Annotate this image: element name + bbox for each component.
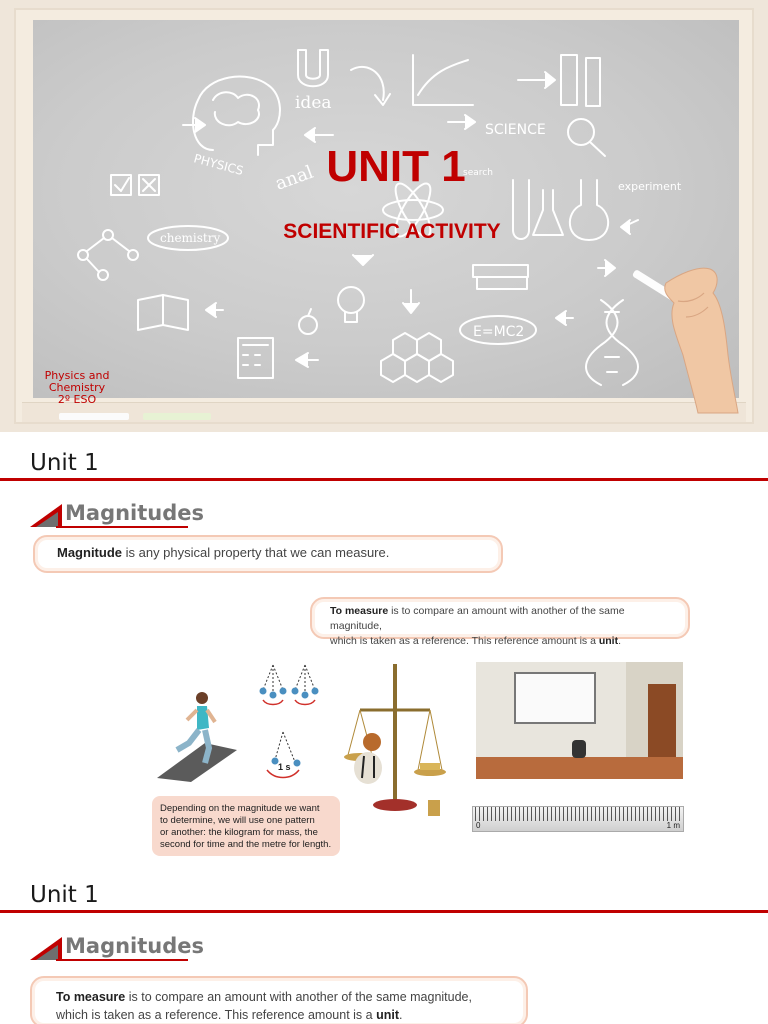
slide2-header [0, 436, 768, 484]
metre-ruler [472, 806, 684, 832]
brain-head-icon [193, 77, 280, 155]
magnifier-icon [568, 119, 605, 156]
ruler-start-label: 0 [476, 821, 481, 830]
magnet-icon [298, 50, 328, 86]
emc2-word: E=MC2 [473, 324, 525, 340]
calculator-icon [238, 338, 273, 378]
science-word: SCIENCE [485, 122, 546, 138]
apple-icon [299, 309, 317, 334]
pendulum-diagram [255, 660, 330, 785]
measure-text-line2: which is taken as a reference. This reference amount is a [330, 635, 599, 647]
experiment-word: experiment [618, 180, 682, 193]
ruler-ticks [475, 807, 681, 821]
measure-definition-box-large [30, 976, 528, 1024]
pendulum-period-label: 1 s [278, 762, 291, 772]
definition-term: Magnitude [57, 545, 122, 560]
hexagon-molecule-icon [381, 333, 453, 382]
slide3-header [0, 868, 768, 916]
measure-text-line2: which is taken as a reference. This reference amount is a [56, 1008, 377, 1022]
lightbulb-icon [338, 287, 364, 322]
balance-scale-illustration [340, 660, 450, 820]
books-icon [473, 265, 528, 289]
magnitude-note-box [152, 796, 340, 856]
header-rule [0, 910, 768, 913]
slide3-unit-label: Unit 1 [30, 882, 99, 908]
unit-term: unit [598, 635, 619, 647]
whiteboard [514, 672, 596, 724]
measure-term: To measure [330, 605, 389, 617]
measure-text-line1: is to compare an amount with another of the same magnitude, [330, 605, 625, 632]
idea-word: idea [295, 93, 332, 113]
measure-period: . [399, 1008, 403, 1022]
course-line-3: 2º ESO [57, 393, 97, 406]
unit-term: unit [376, 1008, 399, 1022]
title-slide [0, 0, 768, 432]
chalk-stick-green [143, 413, 211, 420]
physics-word: PHYSICS [192, 151, 245, 179]
note-line-3: or another: the kilogram for mass, the [160, 827, 318, 838]
note-line-4: second for time and the metre for length. [160, 839, 332, 850]
molecule-icon [78, 230, 138, 280]
measure-period: . [618, 635, 622, 647]
magnitude-definition-box [33, 535, 503, 573]
person-measuring [572, 740, 586, 758]
course-line-1: Physics and [44, 369, 110, 382]
section-title-text: Magnitudes [65, 501, 205, 525]
measure-definition-box [310, 597, 690, 647]
section-underline [56, 959, 188, 961]
section-triangle-icon [28, 502, 64, 528]
running-girl-illustration [155, 688, 245, 783]
room-measuring-illustration [476, 662, 683, 779]
section-underline [56, 526, 188, 528]
definition-text: is any physical property that we can measure. [122, 545, 390, 560]
note-line-2: to determine, we will use one pattern [160, 815, 315, 826]
section-triangle-icon [28, 935, 64, 961]
section-title-text: Magnitudes [65, 934, 205, 958]
measure-text-line1: is to compare an amount with another of the same magnitude, [125, 990, 472, 1004]
note-line-1: Depending on the magnitude we want [160, 803, 320, 814]
measure-term: To measure [56, 990, 126, 1004]
analysis-word: anal [272, 161, 317, 195]
unit-title: UNIT 1 [326, 142, 466, 191]
course-line-2: Chemistry [48, 381, 106, 394]
header-rule [0, 478, 768, 481]
test-tube-icon [561, 55, 600, 106]
slide2-unit-label: Unit 1 [30, 450, 99, 476]
room-floor [476, 757, 683, 779]
chalk-stick-white [59, 413, 129, 420]
chemistry-word: chemistry [160, 231, 221, 245]
ruler-end-label: 1 m [666, 821, 680, 830]
search-word: search [463, 168, 493, 178]
unit-subtitle: SCIENTIFIC ACTIVITY [283, 220, 501, 243]
graph-icon [413, 55, 473, 105]
checkbox-icon [111, 175, 159, 195]
curved-arrow-icon [351, 67, 384, 100]
book-icon [138, 295, 188, 330]
course-label [36, 370, 118, 406]
hand-holding-chalk-illustration [628, 255, 743, 415]
